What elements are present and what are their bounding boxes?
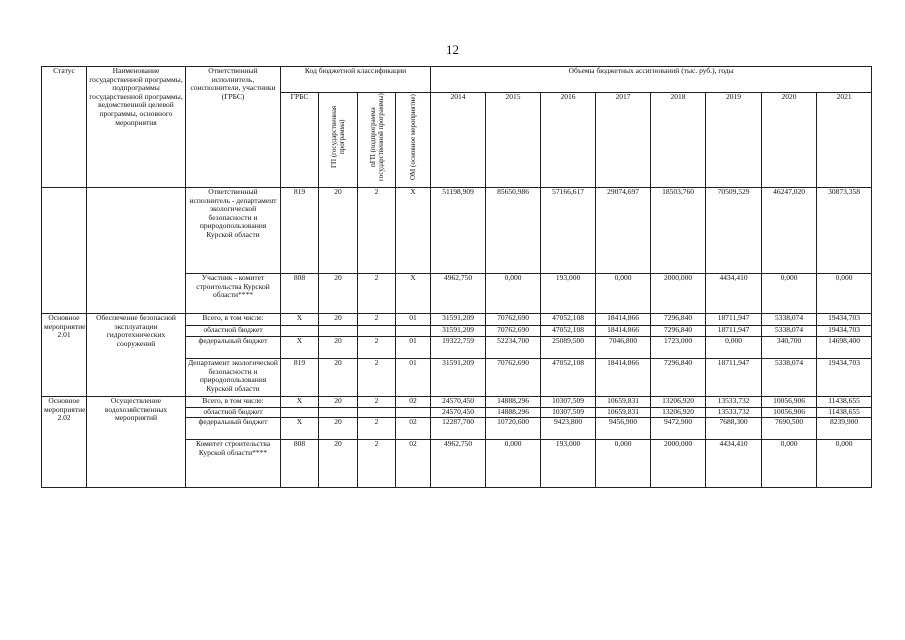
value-cell: 2000,000 bbox=[651, 440, 706, 488]
value-cell: 25089,500 bbox=[541, 337, 596, 359]
status-cell: Основное мероприятие 2.01 bbox=[42, 314, 87, 397]
executor-cell: федеральный бюджет bbox=[186, 337, 281, 359]
pgp-cell: 2 bbox=[358, 359, 396, 397]
value-cell: 8239,900 bbox=[817, 418, 872, 440]
grbs-cell: Х bbox=[281, 397, 319, 408]
header-gp: ГП (государственная программа) bbox=[330, 105, 346, 169]
header-status: Статус bbox=[42, 67, 87, 188]
header-row-1 bbox=[42, 67, 872, 93]
executor-cell: Ответственный исполнитель - департамент экологической безопасности и природопользования Курской области bbox=[186, 188, 281, 274]
gp-cell bbox=[319, 408, 358, 418]
om-cell: 01 bbox=[396, 314, 431, 326]
pgp-cell: 2 bbox=[358, 337, 396, 359]
value-cell: 0,000 bbox=[706, 337, 762, 359]
executor-cell: Участник - комитет строительства Курской области**** bbox=[186, 274, 281, 314]
value-cell: 340,700 bbox=[762, 337, 817, 359]
header-grbs: ГРБС bbox=[281, 93, 319, 188]
value-cell: 7046,800 bbox=[596, 337, 651, 359]
value-cell: 7296,840 bbox=[651, 359, 706, 397]
name-cell bbox=[87, 188, 186, 314]
value-cell: 30873,358 bbox=[817, 188, 872, 274]
table-row bbox=[42, 188, 872, 274]
value-cell: 13206,920 bbox=[651, 408, 706, 418]
grbs-cell: 819 bbox=[281, 188, 319, 274]
value-cell: 18503,760 bbox=[651, 188, 706, 274]
pgp-cell bbox=[358, 408, 396, 418]
header-name: Наименование государственной программы, подпрограммы государственной программы, ведомственной целевой программы, основного мероприятия bbox=[87, 67, 186, 188]
value-cell: 4434,410 bbox=[706, 274, 762, 314]
value-cell: 0,000 bbox=[596, 274, 651, 314]
value-cell: 5338,074 bbox=[762, 314, 817, 326]
om-cell bbox=[396, 408, 431, 418]
value-cell: 19434,703 bbox=[817, 326, 872, 337]
grbs-cell: 808 bbox=[281, 274, 319, 314]
page-number: 12 bbox=[446, 42, 459, 57]
executor-cell: федеральный бюджет bbox=[186, 418, 281, 440]
header-year: 2017 bbox=[596, 93, 651, 188]
grbs-cell: Х bbox=[281, 337, 319, 359]
value-cell: 4962,750 bbox=[431, 274, 486, 314]
value-cell: 14888,296 bbox=[486, 408, 541, 418]
value-cell: 13206,920 bbox=[651, 397, 706, 408]
value-cell: 13533,732 bbox=[706, 408, 762, 418]
value-cell: 18711,947 bbox=[706, 326, 762, 337]
value-cell: 9456,900 bbox=[596, 418, 651, 440]
value-cell: 10056,906 bbox=[762, 397, 817, 408]
header-year: 2020 bbox=[762, 93, 817, 188]
table-row bbox=[42, 314, 872, 326]
gp-cell: 20 bbox=[319, 337, 358, 359]
value-cell: 1723,000 bbox=[651, 337, 706, 359]
value-cell: 10307,509 bbox=[541, 397, 596, 408]
value-cell: 0,000 bbox=[817, 274, 872, 314]
value-cell: 85650,986 bbox=[486, 188, 541, 274]
value-cell: 0,000 bbox=[486, 274, 541, 314]
value-cell: 14698,400 bbox=[817, 337, 872, 359]
value-cell: 24570,450 bbox=[431, 397, 486, 408]
value-cell: 24570,450 bbox=[431, 408, 486, 418]
om-cell: 02 bbox=[396, 418, 431, 440]
grbs-cell bbox=[281, 408, 319, 418]
value-cell: 10659,831 bbox=[596, 408, 651, 418]
name-cell: Обеспечение безопасной эксплуатации гидротехнических сооружений bbox=[87, 314, 186, 397]
table-row bbox=[42, 397, 872, 408]
value-cell: 0,000 bbox=[817, 440, 872, 488]
executor-cell: областной бюджет bbox=[186, 326, 281, 337]
gp-cell: 20 bbox=[319, 188, 358, 274]
header-year: 2018 bbox=[651, 93, 706, 188]
om-cell: 01 bbox=[396, 359, 431, 397]
gp-cell: 20 bbox=[319, 418, 358, 440]
value-cell: 51198,909 bbox=[431, 188, 486, 274]
executor-cell: областной бюджет bbox=[186, 408, 281, 418]
value-cell: 5338,074 bbox=[762, 326, 817, 337]
pgp-cell: 2 bbox=[358, 188, 396, 274]
header-executor: Ответственный исполнитель, соисполнители, участники (ГРБС) bbox=[186, 67, 281, 188]
value-cell: 7296,840 bbox=[651, 314, 706, 326]
header-year: 2016 bbox=[541, 93, 596, 188]
value-cell: 18414,866 bbox=[596, 359, 651, 397]
value-cell: 2000,000 bbox=[651, 274, 706, 314]
executor-cell: Всего, в том числе: bbox=[186, 314, 281, 326]
value-cell: 70762,690 bbox=[486, 326, 541, 337]
value-cell: 31591,209 bbox=[431, 326, 486, 337]
value-cell: 193,000 bbox=[541, 274, 596, 314]
header-pgp: пГП (подпрограмма государственной программы) bbox=[368, 93, 385, 181]
value-cell: 46247,020 bbox=[762, 188, 817, 274]
grbs-cell: Х bbox=[281, 418, 319, 440]
value-cell: 70509,529 bbox=[706, 188, 762, 274]
om-cell: 02 bbox=[396, 397, 431, 408]
status-cell bbox=[42, 188, 87, 314]
header-year: 2021 bbox=[817, 93, 872, 188]
value-cell: 7688,300 bbox=[706, 418, 762, 440]
pgp-cell: 2 bbox=[358, 440, 396, 488]
gp-cell: 20 bbox=[319, 440, 358, 488]
value-cell: 70762,690 bbox=[486, 359, 541, 397]
header-volumes: Объемы бюджетных ассигнований (тыс. руб.), годы bbox=[431, 67, 872, 93]
value-cell: 12287,700 bbox=[431, 418, 486, 440]
grbs-cell: 819 bbox=[281, 359, 319, 397]
grbs-cell: 808 bbox=[281, 440, 319, 488]
value-cell: 7296,840 bbox=[651, 326, 706, 337]
header-om: ОМ (основное мероприятие) bbox=[409, 94, 418, 180]
value-cell: 18414,866 bbox=[596, 326, 651, 337]
gp-cell bbox=[319, 326, 358, 337]
value-cell: 18711,947 bbox=[706, 314, 762, 326]
gp-cell: 20 bbox=[319, 359, 358, 397]
pgp-cell bbox=[358, 326, 396, 337]
header-budget-code: Код бюджетной классификации bbox=[281, 67, 431, 93]
grbs-cell: Х bbox=[281, 314, 319, 326]
value-cell: 52234,700 bbox=[486, 337, 541, 359]
value-cell: 18711,947 bbox=[706, 359, 762, 397]
value-cell: 29074,697 bbox=[596, 188, 651, 274]
value-cell: 9423,800 bbox=[541, 418, 596, 440]
pgp-cell: 2 bbox=[358, 274, 396, 314]
value-cell: 57166,617 bbox=[541, 188, 596, 274]
executor-cell: Всего, в том числе: bbox=[186, 397, 281, 408]
value-cell: 70762,690 bbox=[486, 314, 541, 326]
value-cell: 10659,831 bbox=[596, 397, 651, 408]
value-cell: 31591,209 bbox=[431, 359, 486, 397]
value-cell: 4434,410 bbox=[706, 440, 762, 488]
gp-cell: 20 bbox=[319, 397, 358, 408]
value-cell: 7690,500 bbox=[762, 418, 817, 440]
value-cell: 4962,750 bbox=[431, 440, 486, 488]
value-cell: 193,000 bbox=[541, 440, 596, 488]
om-cell: Х bbox=[396, 274, 431, 314]
name-cell: Осуществление водохозяйственных мероприятий bbox=[87, 397, 186, 488]
budget-table bbox=[41, 66, 872, 488]
value-cell: 19434,703 bbox=[817, 314, 872, 326]
value-cell: 47052,108 bbox=[541, 359, 596, 397]
value-cell: 47052,108 bbox=[541, 314, 596, 326]
value-cell: 10307,509 bbox=[541, 408, 596, 418]
executor-cell: Комитет строительства Курской области**** bbox=[186, 440, 281, 488]
om-cell bbox=[396, 326, 431, 337]
gp-cell: 20 bbox=[319, 274, 358, 314]
pgp-cell: 2 bbox=[358, 418, 396, 440]
value-cell: 13533,732 bbox=[706, 397, 762, 408]
value-cell: 0,000 bbox=[762, 440, 817, 488]
value-cell: 0,000 bbox=[486, 440, 541, 488]
om-cell: Х bbox=[396, 188, 431, 274]
pgp-cell: 2 bbox=[358, 314, 396, 326]
header-year: 2019 bbox=[706, 93, 762, 188]
om-cell: 01 bbox=[396, 337, 431, 359]
table-body bbox=[42, 188, 872, 488]
value-cell: 47052,108 bbox=[541, 326, 596, 337]
value-cell: 5338,074 bbox=[762, 359, 817, 397]
value-cell: 19322,759 bbox=[431, 337, 486, 359]
value-cell: 11438,655 bbox=[817, 397, 872, 408]
value-cell: 11438,655 bbox=[817, 408, 872, 418]
value-cell: 18414,866 bbox=[596, 314, 651, 326]
executor-cell: Департамент экологической безопасности и природопользования Курской области bbox=[186, 359, 281, 397]
om-cell: 02 bbox=[396, 440, 431, 488]
value-cell: 19434,703 bbox=[817, 359, 872, 397]
pgp-cell: 2 bbox=[358, 397, 396, 408]
grbs-cell bbox=[281, 326, 319, 337]
value-cell: 14888,296 bbox=[486, 397, 541, 408]
value-cell: 31591,209 bbox=[431, 314, 486, 326]
status-cell: Основное мероприятие 2.02 bbox=[42, 397, 87, 488]
value-cell: 10056,906 bbox=[762, 408, 817, 418]
header-year: 2015 bbox=[486, 93, 541, 188]
value-cell: 10720,600 bbox=[486, 418, 541, 440]
value-cell: 0,000 bbox=[596, 440, 651, 488]
gp-cell: 20 bbox=[319, 314, 358, 326]
value-cell: 9472,900 bbox=[651, 418, 706, 440]
header-year: 2014 bbox=[431, 93, 486, 188]
value-cell: 0,000 bbox=[762, 274, 817, 314]
